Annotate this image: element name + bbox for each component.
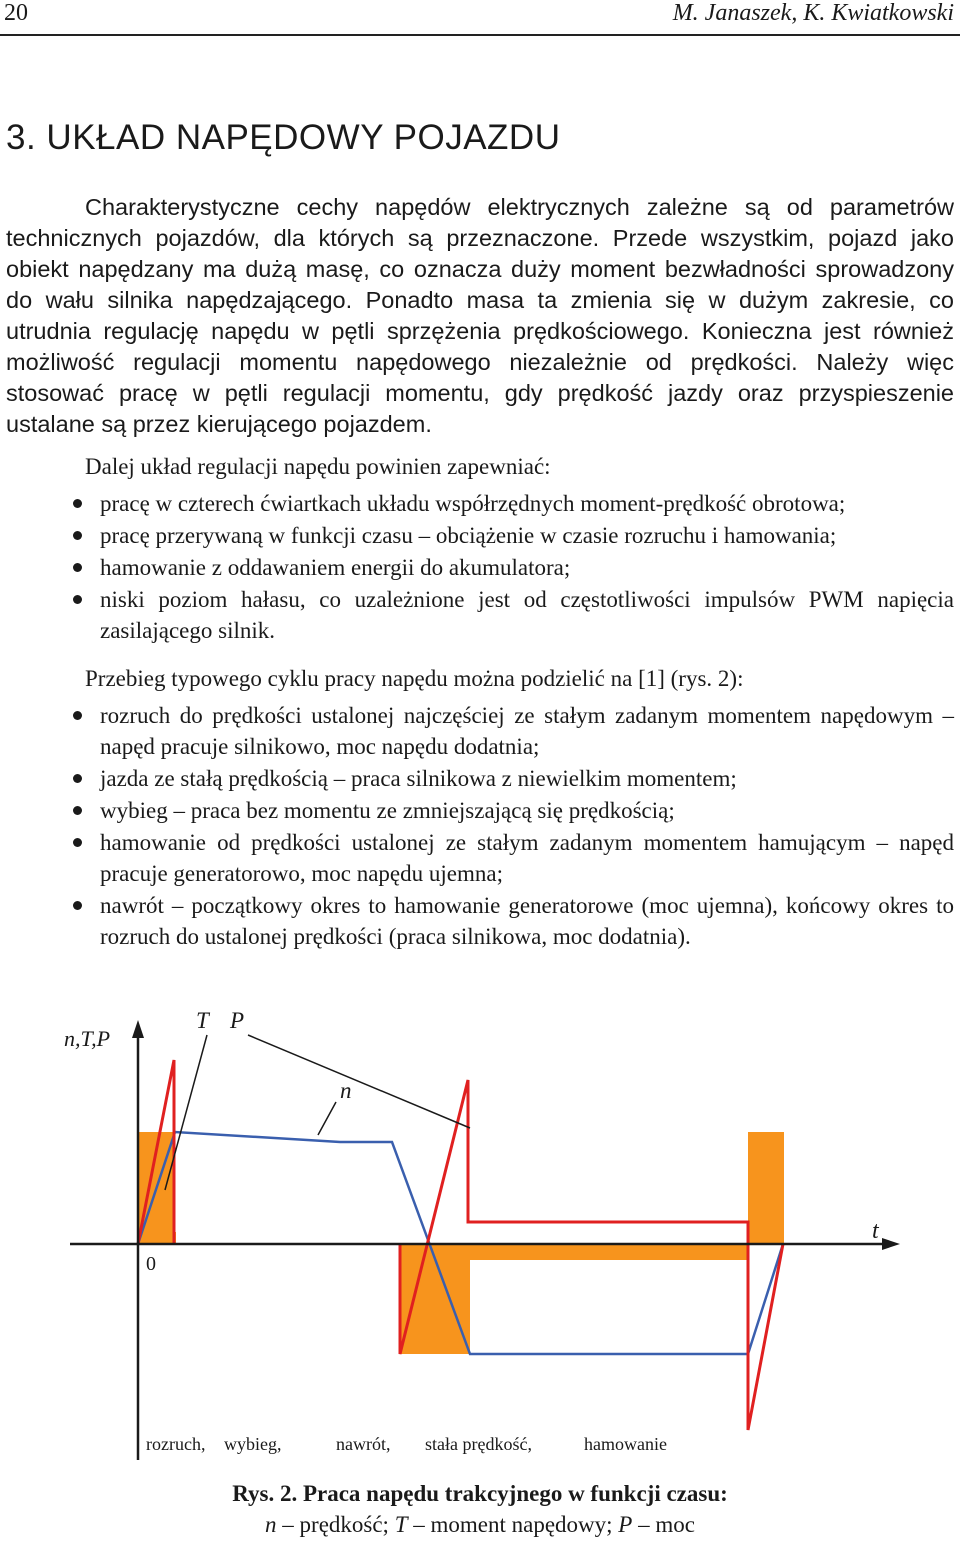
- x-axis-label: t: [872, 1218, 879, 1244]
- origin-label: 0: [146, 1253, 156, 1275]
- phase-label: wybieg,: [224, 1434, 282, 1454]
- phase-label: hamowanie: [584, 1434, 667, 1454]
- phase-label: rozruch,: [146, 1434, 206, 1454]
- list-item: hamowanie z oddawaniem energii do akumulatora;: [6, 552, 954, 583]
- bullet-icon: [73, 901, 82, 910]
- list-item: nawrót – początkowy okres to hamowanie generatorowe (moc ujemna), końcowy okres to rozruch do ustalonej prędkości (praca silnikowa, moc dodatnia).: [6, 890, 954, 952]
- bullet-icon: [73, 499, 82, 508]
- torque-block-reverse: [470, 1244, 748, 1260]
- list-item: niski poziom hałasu, co uzależnione jest od częstotliwości impulsów PWM napięcia zasilającego silnik.: [6, 584, 954, 646]
- phase-label: nawrót,: [336, 1434, 391, 1454]
- leader-n: [318, 1102, 336, 1135]
- requirements-list-section: [6, 451, 954, 647]
- figure-drive-cycle: [0, 990, 960, 1470]
- figure-caption: [0, 1478, 960, 1540]
- bullet-icon: [73, 774, 82, 783]
- label-P: P: [230, 1008, 245, 1033]
- list-item: jazda ze stałą prędkością – praca silnikowa z niewielkim momentem;: [6, 763, 954, 794]
- paragraph: Charakterystyczne cechy napędów elektrycznych zależne są od parametrów technicznych pojazdów, dla których są przeznaczone. Przede wszystkim, pojazd jako obiekt napędzany ma dużą masę, co oznacza duży moment bezwładności sprowadzony do wału silnika napędzającego. Ponadto masa ta zmienia się w dużym zakresie, co utrudnia regulację napędu w pętli sprzężenia prędkościowego. Konieczna jest również możliwość regulacji momentu napędowego niezależnie od prędkości. Należy więc stosować pracę w pętli regulacji momentu, gdy prędkość jazdy oraz przyspieszenie ustalane są przez kierującego pojazdem.: [6, 194, 954, 437]
- bullet-list: [6, 700, 954, 952]
- cycle-list-section: [6, 663, 954, 953]
- running-head-authors: M. Janaszek, K. Kwiatkowski: [672, 0, 954, 26]
- y-axis-label: n,T,P: [64, 1026, 111, 1051]
- bullet-icon: [73, 595, 82, 604]
- leader-T: [165, 1035, 207, 1190]
- bullet-icon: [73, 838, 82, 847]
- torque-block-hamowanie: [748, 1132, 784, 1244]
- label-n: n: [340, 1078, 352, 1103]
- page-number: 20: [4, 0, 28, 26]
- list-item: hamowanie od prędkości ustalonej ze stałym zadanym momentem hamującym – napęd pracuje generatorowo, moc napędu ujemna;: [6, 827, 954, 889]
- section-title: 3. UKŁAD NAPĘDOWY POJAZDU: [6, 118, 561, 157]
- caption-legend: n – prędkość; T – moment napędowy; P – moc: [265, 1512, 695, 1537]
- bullet-icon: [73, 531, 82, 540]
- list-item: pracę przerywaną w funkcji czasu – obciążenie w czasie rozruchu i hamowania;: [6, 520, 954, 551]
- header-rule: [0, 34, 960, 36]
- y-axis-arrow-icon: [132, 1020, 144, 1038]
- list-lead: Dalej układ regulacji napędu powinien zapewniać:: [85, 454, 551, 479]
- list-item: rozruch do prędkości ustalonej najczęściej ze stałym zadanym momentem napędowym – napęd pracuje silnikowo, moc napędu dodatnia;: [6, 700, 954, 762]
- list-item: wybieg – praca bez momentu ze zmniejszającą się prędkością;: [6, 795, 954, 826]
- bullet-icon: [73, 711, 82, 720]
- page-header: [0, 0, 960, 40]
- leader-P: [248, 1035, 470, 1128]
- phase-label: stała prędkość,: [425, 1434, 532, 1454]
- list-item: pracę w czterech ćwiartkach układu współrzędnych moment-prędkość obrotowa;: [6, 488, 954, 519]
- label-T: T: [196, 1008, 209, 1033]
- list-lead: Przebieg typowego cyklu pracy napędu można podzielić na [1] (rys. 2):: [85, 666, 744, 691]
- caption-title: Rys. 2. Praca napędu trakcyjnego w funkcji czasu:: [232, 1481, 728, 1506]
- bullet-icon: [73, 806, 82, 815]
- drive-cycle-diagram: [0, 990, 960, 1470]
- bullet-icon: [73, 563, 82, 572]
- bullet-list: [6, 488, 954, 646]
- body-text: [6, 192, 954, 440]
- x-axis-arrow-icon: [882, 1238, 900, 1250]
